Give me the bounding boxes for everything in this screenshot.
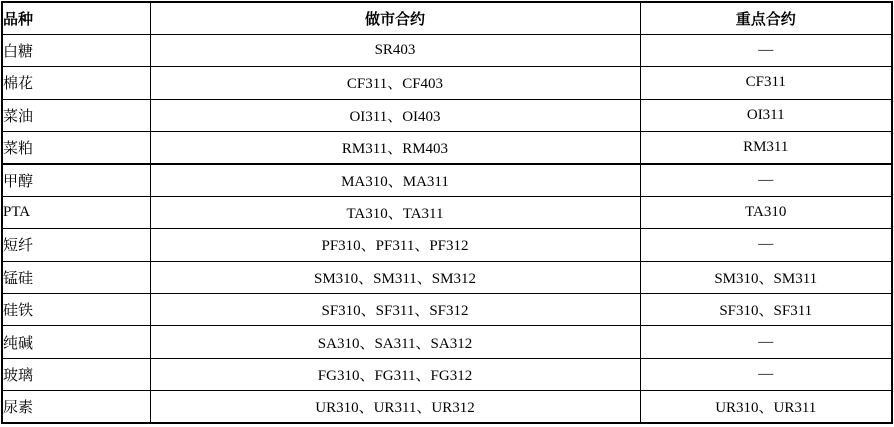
market-making-contracts-cell: FG310、FG311、FG312 [150, 358, 640, 390]
variety-cell: PTA [2, 196, 150, 228]
key-contracts-cell: TA310 [640, 196, 892, 228]
table-row [2, 261, 892, 293]
variety-cell: 甲醇 [2, 164, 150, 196]
variety-cell: 白糖 [2, 34, 150, 66]
market-making-contracts-cell: PF310、PF311、PF312 [150, 229, 640, 261]
table-row [2, 99, 892, 131]
market-making-contracts-cell: UR310、UR311、UR312 [150, 391, 640, 423]
key-contracts-cell: — [640, 164, 892, 196]
market-making-contracts-cell: TA310、TA311 [150, 196, 640, 228]
table-row [2, 132, 892, 164]
market-making-contracts-cell: SR403 [150, 34, 640, 66]
variety-cell: 棉花 [2, 67, 150, 99]
header-row [2, 2, 892, 34]
market-making-contracts-cell: SM310、SM311、SM312 [150, 261, 640, 293]
table-row [2, 391, 892, 423]
market-making-contracts-cell: MA310、MA311 [150, 164, 640, 196]
table-row [2, 67, 892, 99]
key-contracts-cell: OI311 [640, 99, 892, 131]
market-making-contracts-cell: CF311、CF403 [150, 67, 640, 99]
column-header-key-contracts: 重点合约 [640, 2, 892, 34]
key-contracts-cell: SF310、SF311 [640, 294, 892, 326]
key-contracts-cell: — [640, 229, 892, 261]
key-contracts-cell: — [640, 326, 892, 358]
variety-cell: 菜油 [2, 99, 150, 131]
market-making-contracts-cell: SF310、SF311、SF312 [150, 294, 640, 326]
table-row [2, 34, 892, 66]
table-row [2, 164, 892, 196]
variety-cell: 短纤 [2, 229, 150, 261]
variety-cell: 菜粕 [2, 132, 150, 164]
variety-cell: 玻璃 [2, 358, 150, 390]
table-row [2, 229, 892, 261]
contracts-table [1, 1, 893, 424]
key-contracts-cell: — [640, 34, 892, 66]
variety-cell: 硅铁 [2, 294, 150, 326]
column-header-variety: 品种 [2, 2, 150, 34]
variety-cell: 纯碱 [2, 326, 150, 358]
market-making-contracts-cell: SA310、SA311、SA312 [150, 326, 640, 358]
key-contracts-cell: — [640, 358, 892, 390]
variety-cell: 锰硅 [2, 261, 150, 293]
market-making-contracts-cell: OI311、OI403 [150, 99, 640, 131]
market-making-contracts-cell: RM311、RM403 [150, 132, 640, 164]
variety-cell: 尿素 [2, 391, 150, 423]
table-row [2, 358, 892, 390]
key-contracts-cell: CF311 [640, 67, 892, 99]
table-row [2, 196, 892, 228]
column-header-market-making-contracts: 做市合约 [150, 2, 640, 34]
key-contracts-cell: RM311 [640, 132, 892, 164]
table-row [2, 294, 892, 326]
table-row [2, 326, 892, 358]
key-contracts-cell: UR310、UR311 [640, 391, 892, 423]
key-contracts-cell: SM310、SM311 [640, 261, 892, 293]
